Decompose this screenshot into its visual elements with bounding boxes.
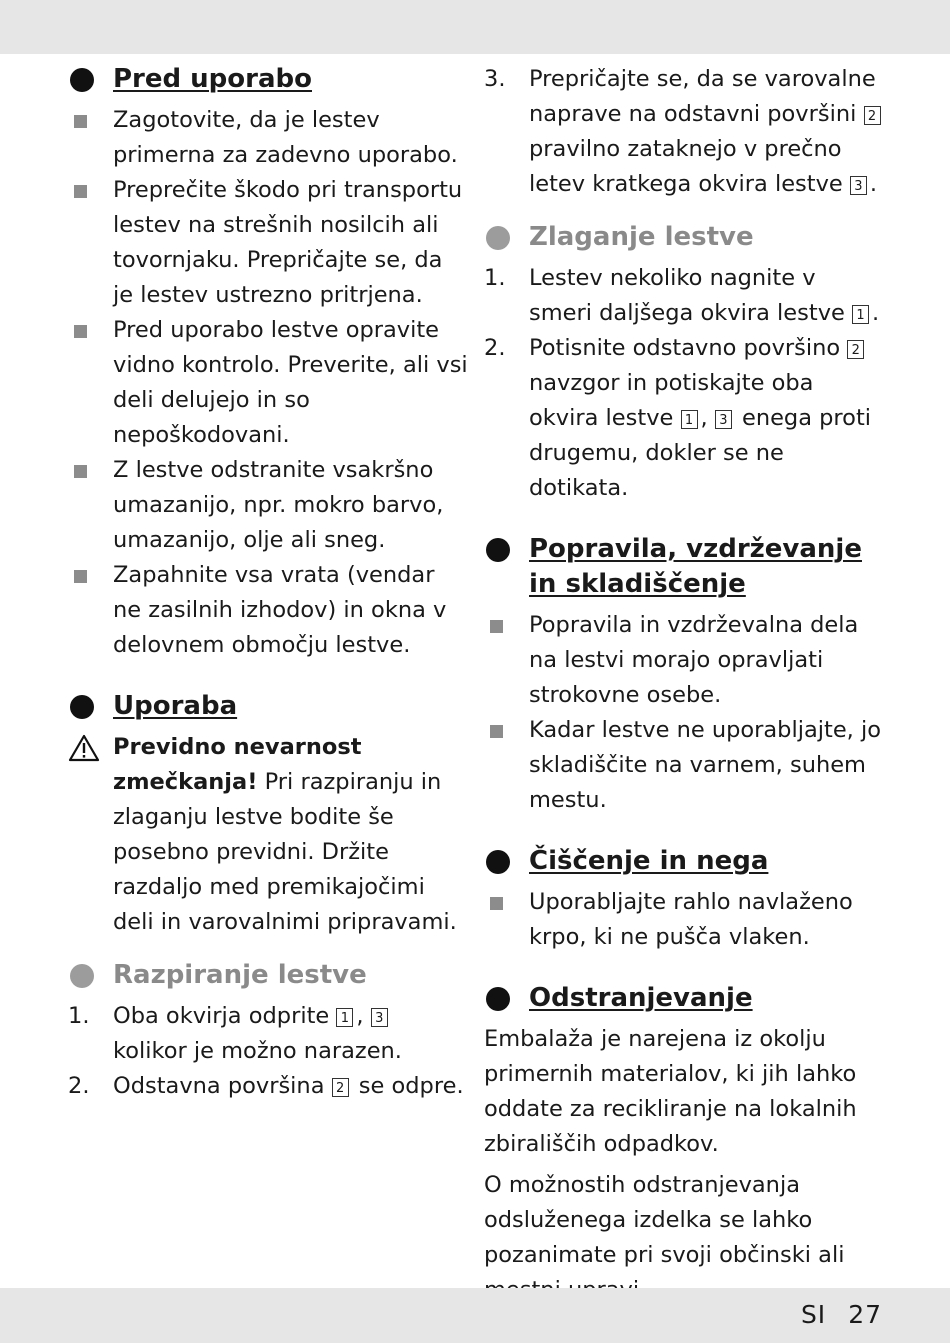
heading-razpiranje-lestve: Razpiranje lestve (68, 958, 468, 993)
list-item: Kadar lestve ne uporabljajte, jo skladiščite na varnem, suhem mestu. (484, 713, 884, 818)
bullet-dot-icon (70, 695, 94, 719)
right-column (484, 62, 884, 1314)
part-number-box: 3 (850, 176, 867, 195)
part-number-box: 3 (371, 1008, 388, 1027)
numbered-step: 1. Lestev nekoliko nagnite v smeri daljšega okvira lestve 1 . (484, 265, 880, 326)
square-bullet-icon (74, 115, 87, 128)
square-bullet-icon (490, 620, 503, 633)
numbered-step: 2. Odstavna površina 2 se odpre. (68, 1073, 464, 1099)
bullet-dot-icon (486, 538, 510, 562)
heading-pred-uporabo: Pred uporabo (68, 62, 468, 97)
numbered-step: 1. Oba okvirja odprite 1 , 3 kolikor je možno narazen. (68, 1003, 402, 1064)
part-number-box: 1 (336, 1008, 353, 1027)
heading-zlaganje-lestve: Zlaganje lestve (484, 220, 884, 255)
bullet-dot-icon (486, 226, 510, 250)
footer-bar (0, 1288, 950, 1343)
warning-triangle-icon (68, 734, 100, 762)
list-item: Pred uporabo lestve opravite vidno kontrolo. Preverite, ali vsi deli delujejo in so nepoškodovani. (68, 313, 468, 453)
list-item: Preprečite škodo pri transportu lestev na strešnih nosilcih ali tovornjaku. Prepričajte se, da je lestev ustrezno pritrjena. (68, 173, 468, 313)
list-item: Popravila in vzdrževalna dela na lestvi morajo opravljati strokovne osebe. (484, 608, 884, 713)
paragraph: Embalaža je narejena iz okolju primernih materialov, ki jih lahko oddate za recikliranje na lokalnih zbirališčih odpadkov. (484, 1026, 857, 1157)
top-bar (0, 0, 950, 54)
warning-title: Previdno nevarnost zmečkanja! (113, 734, 362, 795)
page-number: 27 (848, 1300, 882, 1329)
square-bullet-icon (74, 325, 87, 338)
warning-text: Pri razpiranju in zlaganju lestve bodite še posebno previdni. Držite razdaljo med premikajočimi deli in varovalnimi pripravami. (113, 769, 457, 935)
heading-uporaba: Uporaba (68, 689, 468, 724)
square-bullet-icon (490, 725, 503, 738)
page-footer (801, 1300, 882, 1329)
heading-ciscenje: Čiščenje in nega (484, 844, 884, 879)
part-number-box: 1 (681, 410, 698, 429)
list-item: Zagotovite, da je lestev primerna za zadevno uporabo. (68, 103, 468, 173)
part-number-box: 3 (715, 410, 732, 429)
bullet-dot-icon (486, 987, 510, 1011)
square-bullet-icon (490, 897, 503, 910)
left-column (68, 62, 468, 1104)
bullet-dot-icon (70, 68, 94, 92)
list-item: Z lestve odstranite vsakršno umazanijo, npr. mokro barvo, umazanijo, olje ali sneg. (68, 453, 468, 558)
part-number-box: 1 (852, 305, 869, 324)
square-bullet-icon (74, 570, 87, 583)
square-bullet-icon (74, 185, 87, 198)
heading-odstranjevanje: Odstranjevanje (484, 981, 884, 1016)
language-code: SI (800, 1300, 827, 1329)
part-number-box: 2 (864, 106, 881, 125)
list-item: Zapahnite vsa vrata (vendar ne zasilnih izhodov) in okna v delovnem območju lestve. (68, 558, 468, 663)
square-bullet-icon (74, 465, 87, 478)
paragraph: O možnostih odstranjevanja odsluženega izdelka se lahko pozanimate pri svoji občinski ali (484, 1172, 845, 1268)
bullet-dot-icon (70, 964, 94, 988)
numbered-step: 3. Prepričajte se, da se varovalne naprave na odstavni površini 2 pravilno zataknejo v prečno letev kratkega okvira lestve 3 . (484, 62, 884, 202)
numbered-step: 2. Potisnite odstavno površino 2 navzgor in potiskajte oba okvira lestve 1 , 3 enega proti drugemu, dokler se ne dotikata. (484, 335, 872, 501)
warning-block (68, 730, 468, 940)
part-number-box: 2 (332, 1078, 349, 1097)
bullet-dot-icon (486, 850, 510, 874)
heading-popravila: Popravila, vzdrževanje in skladiščenje (484, 532, 884, 602)
list-item: Uporabljajte rahlo navlaženo krpo, ki ne pušča vlaken. (484, 885, 884, 955)
part-number-box: 2 (847, 340, 864, 359)
